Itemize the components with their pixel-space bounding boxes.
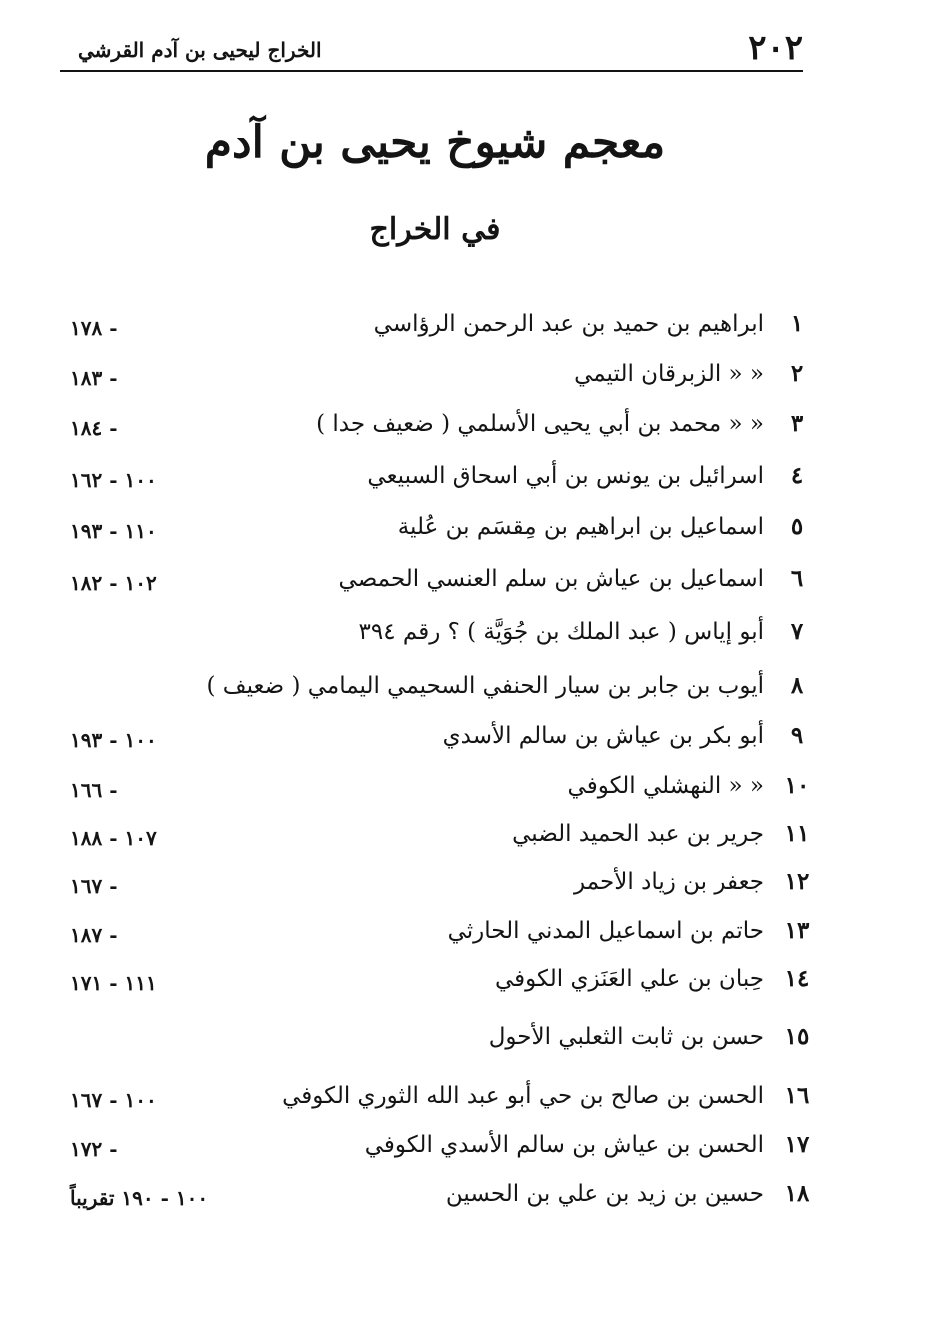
entry-name: أبو إياس ( عبد الملك بن جُوَيَّة ) ؟ رقم ٣٩٤ [358, 619, 764, 645]
entry-name: الحسن بن صالح بن حي أبو عبد الله الثوري الكوفي [282, 1083, 764, 1109]
entry-number: ١ [790, 310, 804, 337]
entry-name: أبو بكر بن عياش بن سالم الأسدي [442, 723, 764, 749]
entry-dates: - ١٧٨ [70, 316, 118, 340]
entry-dates: - ١٦٧ [70, 874, 118, 898]
running-title: الخراج ليحيى بن آدم القرشي [78, 38, 322, 62]
list-item [60, 1170, 820, 1218]
entry-number: ١٨ [784, 1180, 810, 1207]
entry-dates: ١١٠ - ١٩٣ [70, 519, 157, 543]
list-item [60, 608, 820, 656]
list-item [60, 810, 820, 858]
entry-number: ١٥ [784, 1023, 810, 1050]
entry-dates: - ١٨٧ [70, 923, 118, 947]
list-item [60, 762, 820, 810]
entry-name: أيوب بن جابر بن سيار الحنفي السحيمي اليمامي ( ضعيف ) [206, 673, 764, 699]
entry-name: « « محمد بن أبي يحيى الأسلمي ( ضعيف جدا ) [316, 411, 764, 437]
entry-name: الحسن بن عياش بن سالم الأسدي الكوفي [364, 1132, 764, 1158]
entry-name: حِبان بن علي العَنَزي الكوفي [495, 966, 764, 992]
entry-number: ٧ [790, 618, 804, 645]
entry-dates: ١٠٢ - ١٨٢ [70, 571, 157, 595]
entry-number: ٥ [790, 513, 804, 540]
entry-name: جعفر بن زياد الأحمر [574, 869, 764, 895]
entry-number: ١٧ [784, 1131, 810, 1158]
entry-dates: ١٠٠ - ١٦٧ [70, 1088, 157, 1112]
list-item [60, 503, 820, 551]
entry-dates: ١٠٠ - ١٦٢ [70, 468, 157, 492]
list-item [60, 300, 820, 348]
list-item [60, 907, 820, 955]
entry-name: حاتم بن اسماعيل المدني الحارثي [447, 918, 764, 944]
entry-name: اسماعيل بن عياش بن سلم العنسي الحمصي [338, 566, 764, 592]
entry-name: اسرائيل بن يونس بن أبي اسحاق السبيعي [367, 463, 764, 489]
list-item [60, 555, 820, 603]
entry-number: ١٣ [784, 917, 810, 944]
entry-name: جرير بن عبد الحميد الضبي [512, 821, 764, 847]
entry-name: « « الزبرقان التيمي [574, 361, 764, 387]
page-subtitle: في الخراج [369, 212, 501, 247]
entry-dates: ١٠٧ - ١٨٨ [70, 826, 157, 850]
list-item [60, 400, 820, 448]
list-item [60, 452, 820, 500]
entry-number: ٢ [790, 360, 804, 387]
entry-dates: ١٠٠ - ١٩٠ تقريباً [70, 1186, 209, 1210]
entry-number: ٦ [790, 565, 804, 592]
list-item [60, 350, 820, 398]
list-item [60, 712, 820, 760]
list-item [60, 1121, 820, 1169]
entry-dates: ١١١ - ١٧١ [70, 971, 157, 995]
entry-name: اسماعيل بن ابراهيم بن مِقسَم بن عُلية [397, 514, 764, 540]
entry-number: ١٤ [784, 965, 810, 992]
entry-dates: - ١٦٦ [70, 778, 118, 802]
entry-name: « « النهشلي الكوفي [567, 773, 764, 799]
list-item [60, 955, 820, 1003]
list-item [60, 1013, 820, 1061]
list-item [60, 858, 820, 906]
entry-number: ١٢ [784, 868, 810, 895]
entry-number: ١٠ [784, 772, 810, 799]
entry-name: حسن بن ثابت الثعلبي الأحول [488, 1024, 764, 1050]
entry-number: ١١ [784, 820, 810, 847]
entry-number: ٩ [790, 722, 804, 749]
entry-dates: - ١٨٤ [70, 416, 118, 440]
entry-number: ٨ [790, 672, 804, 699]
list-item [60, 1072, 820, 1120]
list-item [60, 662, 820, 710]
entry-name: ابراهيم بن حميد بن عبد الرحمن الرؤاسي [373, 311, 764, 337]
entry-number: ١٦ [784, 1082, 810, 1109]
entry-name: حسين بن زيد بن علي بن الحسين [445, 1181, 764, 1207]
page-number: ٢٠٢ [748, 28, 803, 68]
entry-number: ٣ [790, 410, 804, 437]
entry-number: ٤ [790, 462, 804, 489]
entry-dates: - ١٧٢ [70, 1137, 118, 1161]
page-title: معجم شيوخ يحيى بن آدم [204, 117, 666, 168]
entry-dates: ١٠٠ - ١٩٣ [70, 728, 157, 752]
entry-dates: - ١٨٣ [70, 366, 118, 390]
